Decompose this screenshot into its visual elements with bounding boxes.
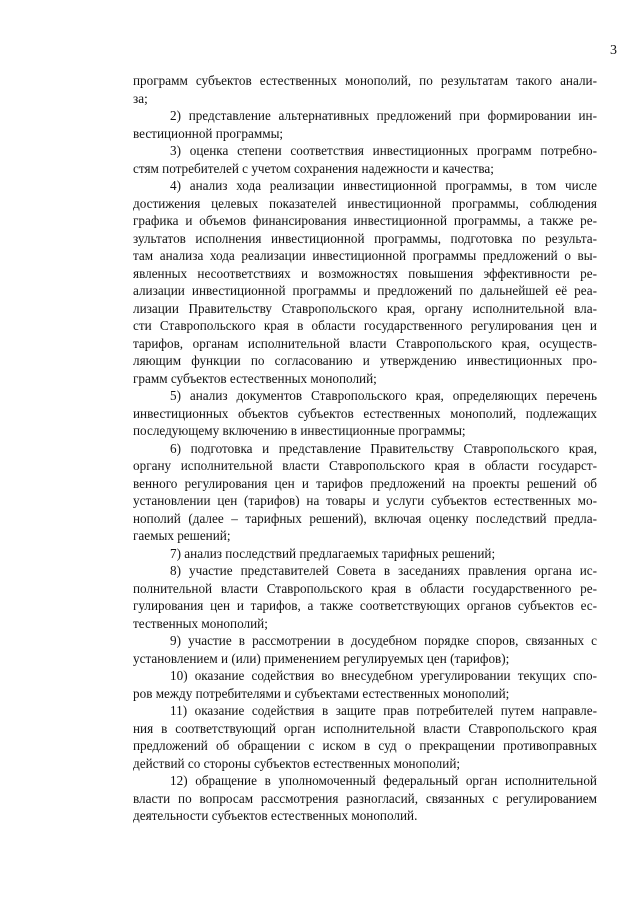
text-line: 9) участие в рассмотрении в досудебном порядке споров, связанных с — [170, 633, 597, 648]
text-line: 2) представление альтернативных предложений при формировании ин- — [170, 108, 597, 123]
text-line: венного регулирования цен и тарифов предложений на проекты решений об — [133, 475, 597, 491]
text-line: ния в соответствующий орган исполнительной власти Ставропольского края — [133, 720, 597, 736]
text-line: власти по вопросам рассмотрения разногласий, связанных с регулированием — [133, 790, 597, 806]
text-line: ляющим функции по согласованию и утверждению инвестиционных про- — [133, 353, 597, 368]
text-line: предложений об обращении с иском в суд о прекращении противоправных — [133, 738, 597, 753]
text-line: 4) анализ хода реализации инвестиционной программы, в том числе — [170, 178, 597, 193]
text-line: 7) анализ последствий предлагаемых тарифных решений; — [170, 545, 496, 561]
text-line: гулирования цен и тарифов, а также соответствующих органов субъектов ес- — [133, 598, 597, 613]
text-line: ализации инвестиционной программы и предложений по дальнейшей её реа- — [133, 283, 597, 298]
text-line: ров между потребителями и субъектами естественных монополий; — [133, 685, 510, 701]
text-line: графика и объемов финансирования инвестиционной программы, а также ре- — [133, 213, 597, 228]
text-line: органу исполнительной власти Ставропольского края в области государст- — [133, 458, 597, 473]
text-line: зультатов исполнения инвестиционной программы, подготовка по результа- — [133, 230, 597, 246]
text-line: достижения целевых показателей инвестиционной программы, соблюдения — [133, 195, 597, 211]
text-line: 6) подготовка и представление Правительству Ставропольского края, — [170, 440, 597, 456]
page-number: 3 — [610, 43, 617, 58]
text-line: действий со стороны субъектов естественных монополий; — [133, 755, 461, 771]
text-line: там анализа хода реализации инвестиционной программы предложений о вы- — [133, 248, 597, 263]
text-line: гаемых решений; — [133, 528, 231, 543]
text-line: 3) оценка степени соответствия инвестиционных программ потребно- — [170, 143, 597, 158]
text-line: тественных монополий; — [133, 615, 268, 631]
text-line: 11) оказание содействия в защите прав потребителей путем направле- — [170, 703, 597, 718]
text-line: программ субъектов естественных монополий, по результатам такого анали- — [133, 73, 597, 88]
text-line: вестиционной программы; — [133, 125, 284, 141]
text-line: полнительной власти Ставропольского края в области государственного ре- — [133, 580, 597, 596]
text-line: инвестиционных объектов субъектов естественных монополий, подлежащих — [133, 405, 597, 421]
text-line: лизации Правительству Ставропольского края, органу исполнительной вла- — [133, 300, 597, 316]
text-line: 8) участие представителей Совета в заседаниях правления органа ис- — [170, 563, 597, 578]
text-line: тарифов, органам исполнительной власти Ставропольского края, осуществ- — [133, 335, 597, 351]
text-line: последующему включению в инвестиционные программы; — [133, 423, 466, 438]
text-line: установлении цен (тарифов) на товары и услуги субъектов естественных мо- — [133, 493, 597, 508]
text-line: установлением и (или) применением регулируемых цен (тарифов); — [133, 650, 510, 666]
text-line: стям потребителей с учетом сохранения надежности и качества; — [133, 160, 494, 176]
text-line: 10) оказание содействия во внесудебном урегулировании текущих спо- — [170, 668, 597, 683]
text-line: 12) обращение в уполномоченный федеральный орган исполнительной — [170, 773, 597, 788]
text-line: грамм субъектов естественных монополий; — [133, 370, 377, 386]
text-line: нополий (далее – тарифных решений), включая оценку последствий предла- — [133, 510, 597, 526]
text-line: за; — [133, 90, 148, 106]
text-line: деятельности субъектов естественных монополий. — [133, 808, 418, 823]
text-line: сти Ставропольского края в области государственного регулирования цен и — [133, 318, 597, 333]
text-line: 5) анализ документов Ставропольского края, определяющих перечень — [170, 388, 597, 403]
text-line: явленных несоответствиях и возможностях повышения эффективности ре- — [133, 265, 597, 281]
